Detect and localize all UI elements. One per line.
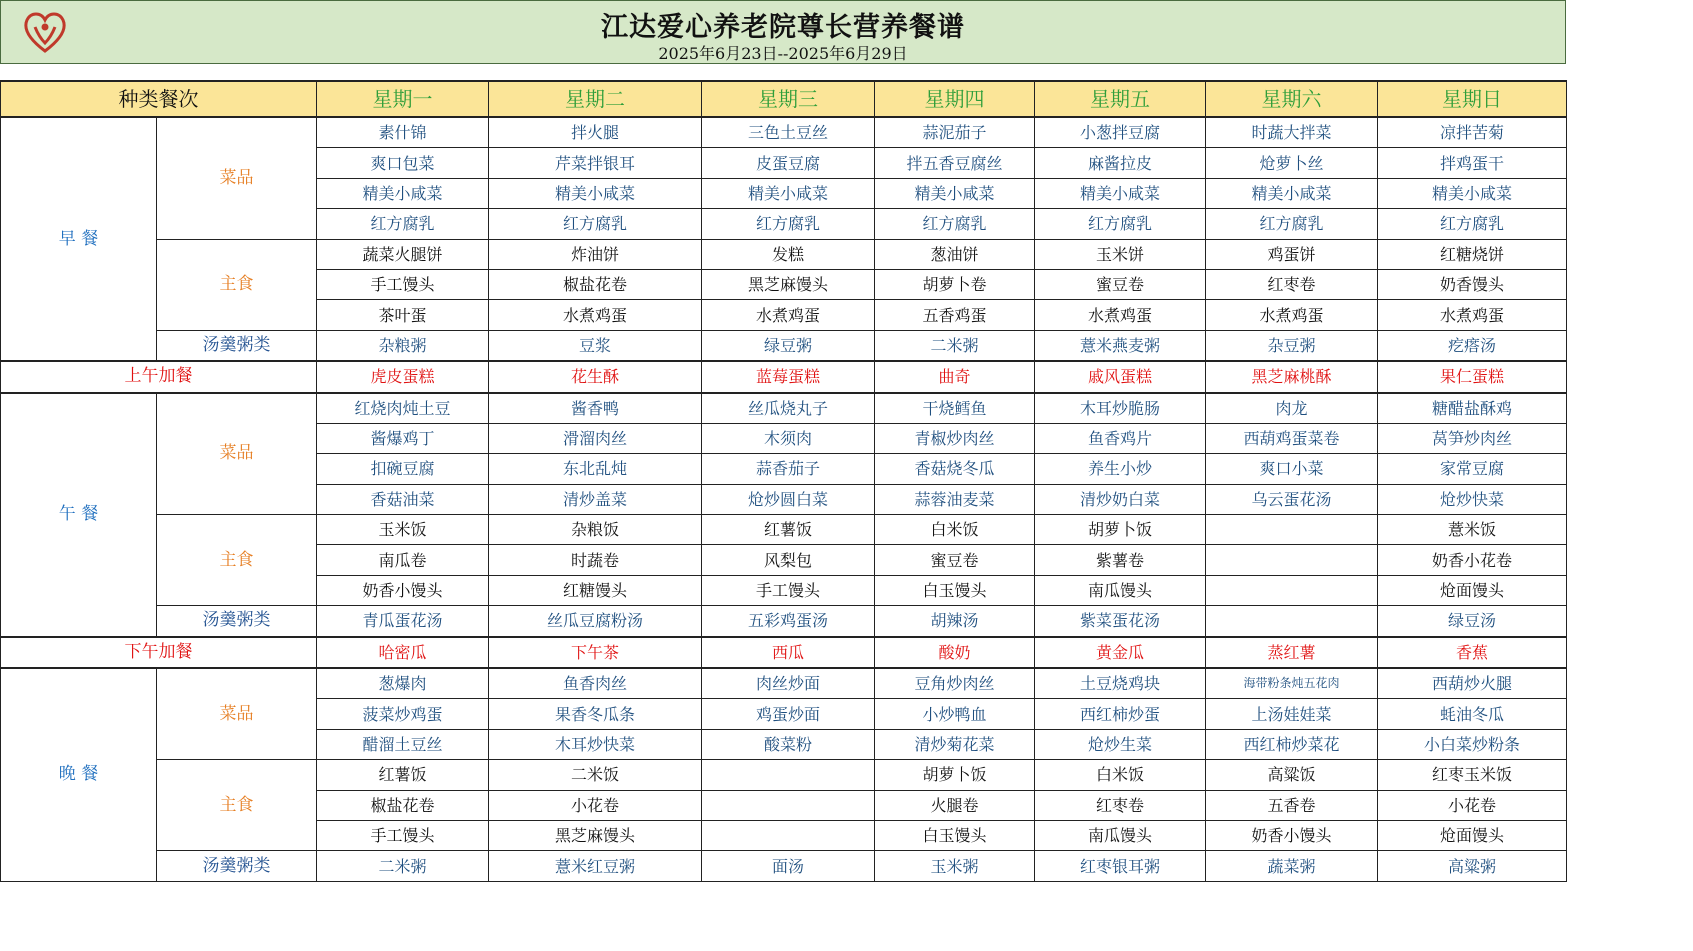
dish-cell: 红方腐乳	[317, 209, 489, 239]
dish-cell: 花生酥	[489, 361, 702, 392]
dish-cell: 精美小咸菜	[489, 178, 702, 208]
dish-cell: 紫薯卷	[1035, 545, 1206, 575]
dish-cell: 炝炒圆白菜	[702, 484, 875, 514]
dish-cell: 果仁蛋糕	[1378, 361, 1567, 392]
dish-cell: 乌云蛋花汤	[1206, 484, 1378, 514]
dish-cell: 麻酱拉皮	[1035, 148, 1206, 178]
dish-cell: 蒜蓉油麦菜	[875, 484, 1035, 514]
table-row	[1, 851, 1567, 881]
dish-cell: 炝炒快菜	[1378, 484, 1567, 514]
table-row	[1, 760, 1567, 790]
dish-cell: 水煮鸡蛋	[702, 300, 875, 330]
dish-cell: 炸油饼	[489, 239, 702, 269]
dish-cell: 小白菜炒粉条	[1378, 729, 1567, 759]
dish-cell: 哈密瓜	[317, 637, 489, 668]
dish-cell	[1206, 545, 1378, 575]
dish-cell: 香菇油菜	[317, 484, 489, 514]
dish-cell: 扣碗豆腐	[317, 454, 489, 484]
dish-cell: 水煮鸡蛋	[1035, 300, 1206, 330]
dish-cell: 肉龙	[1206, 393, 1378, 424]
dish-cell: 红方腐乳	[702, 209, 875, 239]
dish-cell: 玉米粥	[875, 851, 1035, 881]
dish-cell: 西瓜	[702, 637, 875, 668]
dish-cell: 玉米饭	[317, 515, 489, 545]
dish-cell: 精美小咸菜	[702, 178, 875, 208]
dish-cell: 青瓜蛋花汤	[317, 606, 489, 637]
dish-cell: 南瓜馒头	[1035, 820, 1206, 850]
dish-cell: 胡萝卜卷	[875, 269, 1035, 299]
category-label: 主食	[157, 760, 317, 851]
dish-cell: 高粱粥	[1378, 851, 1567, 881]
dish-cell: 清炒菊花菜	[875, 729, 1035, 759]
dish-cell: 戚风蛋糕	[1035, 361, 1206, 392]
dish-cell: 小花卷	[489, 790, 702, 820]
dish-cell: 豆角炒肉丝	[875, 668, 1035, 699]
dish-cell: 五香卷	[1206, 790, 1378, 820]
date-range: 2025年6月23日--2025年6月29日	[658, 44, 908, 63]
dish-cell: 木须肉	[702, 423, 875, 453]
table-row	[1, 606, 1567, 637]
dish-cell: 莴笋炒肉丝	[1378, 423, 1567, 453]
dish-cell	[702, 760, 875, 790]
dish-cell: 面汤	[702, 851, 875, 881]
dish-cell: 红方腐乳	[489, 209, 702, 239]
dish-cell: 拌火腿	[489, 117, 702, 148]
dish-cell: 黑芝麻馒头	[489, 820, 702, 850]
category-label: 汤羹粥类	[157, 851, 317, 881]
dish-cell: 炝面馒头	[1378, 820, 1567, 850]
dish-cell: 黄金瓜	[1035, 637, 1206, 668]
dish-cell	[702, 820, 875, 850]
dish-cell: 高粱饭	[1206, 760, 1378, 790]
dish-cell: 炝面馒头	[1378, 575, 1567, 605]
dish-cell: 蒜香茄子	[702, 454, 875, 484]
dish-cell: 豆浆	[489, 330, 702, 361]
dish-cell: 酱爆鸡丁	[317, 423, 489, 453]
day-header: 星期二	[489, 81, 702, 117]
snack-label: 下午加餐	[1, 637, 317, 668]
dish-cell: 绿豆粥	[702, 330, 875, 361]
category-label: 菜品	[157, 117, 317, 239]
dish-cell: 蒜泥茄子	[875, 117, 1035, 148]
meal-label: 晚 餐	[1, 668, 157, 881]
table-row	[1, 361, 1567, 392]
category-label: 汤羹粥类	[157, 330, 317, 361]
dish-cell: 皮蛋豆腐	[702, 148, 875, 178]
dish-cell: 滑溜肉丝	[489, 423, 702, 453]
meal-label: 午 餐	[1, 393, 157, 637]
dish-cell: 五彩鸡蛋汤	[702, 606, 875, 637]
dish-cell: 奶香小馒头	[317, 575, 489, 605]
dish-cell: 养生小炒	[1035, 454, 1206, 484]
dish-cell: 蔬菜粥	[1206, 851, 1378, 881]
dish-cell: 拌鸡蛋干	[1378, 148, 1567, 178]
dish-cell: 酱香鸭	[489, 393, 702, 424]
dish-cell: 红糖馒头	[489, 575, 702, 605]
dish-cell: 青椒炒肉丝	[875, 423, 1035, 453]
dish-cell: 五香鸡蛋	[875, 300, 1035, 330]
dish-cell: 手工馒头	[702, 575, 875, 605]
table-header-row	[1, 81, 1567, 117]
dish-cell: 清炒奶白菜	[1035, 484, 1206, 514]
dish-cell: 茶叶蛋	[317, 300, 489, 330]
dish-cell: 精美小咸菜	[317, 178, 489, 208]
table-row	[1, 117, 1567, 148]
dish-cell: 奶香馒头	[1378, 269, 1567, 299]
dish-cell: 红方腐乳	[1206, 209, 1378, 239]
dish-cell: 黑芝麻桃酥	[1206, 361, 1378, 392]
category-label: 菜品	[157, 668, 317, 760]
dish-cell: 小炒鸭血	[875, 699, 1035, 729]
dish-cell: 绿豆汤	[1378, 606, 1567, 637]
dish-cell: 水煮鸡蛋	[1378, 300, 1567, 330]
dish-cell: 水煮鸡蛋	[489, 300, 702, 330]
dish-cell: 清炒盖菜	[489, 484, 702, 514]
category-label: 汤羹粥类	[157, 606, 317, 637]
dish-cell: 鸡蛋炒面	[702, 699, 875, 729]
dish-cell: 手工馒头	[317, 269, 489, 299]
dish-cell: 西葫鸡蛋菜卷	[1206, 423, 1378, 453]
table-row	[1, 668, 1567, 699]
dish-cell: 二米粥	[317, 851, 489, 881]
dish-cell: 醋溜土豆丝	[317, 729, 489, 759]
dish-cell: 红薯饭	[702, 515, 875, 545]
dish-cell: 红枣玉米饭	[1378, 760, 1567, 790]
dish-cell: 南瓜卷	[317, 545, 489, 575]
dish-cell: 二米饭	[489, 760, 702, 790]
category-label: 主食	[157, 239, 317, 330]
dish-cell: 白玉馒头	[875, 820, 1035, 850]
dish-cell: 二米粥	[875, 330, 1035, 361]
dish-cell: 木耳炒快菜	[489, 729, 702, 759]
dish-cell: 红烧肉炖土豆	[317, 393, 489, 424]
dish-cell: 火腿卷	[875, 790, 1035, 820]
dish-cell: 发糕	[702, 239, 875, 269]
meal-label: 早 餐	[1, 117, 157, 361]
dish-cell: 西葫炒火腿	[1378, 668, 1567, 699]
dish-cell: 水煮鸡蛋	[1206, 300, 1378, 330]
dish-cell: 时蔬卷	[489, 545, 702, 575]
dish-cell	[1206, 575, 1378, 605]
dish-cell: 爽口包菜	[317, 148, 489, 178]
dish-cell: 杂粮粥	[317, 330, 489, 361]
snack-label: 上午加餐	[1, 361, 317, 392]
dish-cell: 木耳炒脆肠	[1035, 393, 1206, 424]
dish-cell: 南瓜馒头	[1035, 575, 1206, 605]
day-header: 星期一	[317, 81, 489, 117]
dish-cell: 蜜豆卷	[1035, 269, 1206, 299]
dish-cell: 手工馒头	[317, 820, 489, 850]
dish-cell: 东北乱炖	[489, 454, 702, 484]
dish-cell: 上汤娃娃菜	[1206, 699, 1378, 729]
dish-cell: 白米饭	[875, 515, 1035, 545]
dish-cell: 香菇烧冬瓜	[875, 454, 1035, 484]
category-label: 主食	[157, 515, 317, 606]
dish-cell: 精美小咸菜	[1378, 178, 1567, 208]
dish-cell: 白米饭	[1035, 760, 1206, 790]
dish-cell	[1206, 606, 1378, 637]
dish-cell: 果香冬瓜条	[489, 699, 702, 729]
day-header: 星期日	[1378, 81, 1567, 117]
dish-cell: 风梨包	[702, 545, 875, 575]
dish-cell: 曲奇	[875, 361, 1035, 392]
dish-cell: 薏米饭	[1378, 515, 1567, 545]
dish-cell: 红枣卷	[1035, 790, 1206, 820]
dish-cell: 海带粉条炖五花肉	[1206, 668, 1378, 699]
dish-cell: 丝瓜烧丸子	[702, 393, 875, 424]
dish-cell: 炝炒生菜	[1035, 729, 1206, 759]
dish-cell: 西红柿炒菜花	[1206, 729, 1378, 759]
category-label: 菜品	[157, 393, 317, 515]
table-row	[1, 393, 1567, 424]
dish-cell: 拌五香豆腐丝	[875, 148, 1035, 178]
day-header: 星期三	[702, 81, 875, 117]
dish-cell: 黑芝麻馒头	[702, 269, 875, 299]
dish-cell: 家常豆腐	[1378, 454, 1567, 484]
dish-cell: 糖醋盐酥鸡	[1378, 393, 1567, 424]
dish-cell: 玉米饼	[1035, 239, 1206, 269]
dish-cell: 酸奶	[875, 637, 1035, 668]
dish-cell: 白玉馒头	[875, 575, 1035, 605]
page-header	[0, 0, 1566, 64]
dish-cell: 红方腐乳	[875, 209, 1035, 239]
dish-cell: 下午茶	[489, 637, 702, 668]
dish-cell	[1206, 515, 1378, 545]
dish-cell: 蔬菜火腿饼	[317, 239, 489, 269]
dish-cell: 胡萝卜饭	[875, 760, 1035, 790]
dish-cell: 土豆烧鸡块	[1035, 668, 1206, 699]
dish-cell: 椒盐花卷	[317, 790, 489, 820]
table-row	[1, 239, 1567, 269]
dish-cell: 红糖烧饼	[1378, 239, 1567, 269]
dish-cell: 爽口小菜	[1206, 454, 1378, 484]
dish-cell: 精美小咸菜	[875, 178, 1035, 208]
dish-cell: 红方腐乳	[1378, 209, 1567, 239]
dish-cell: 红枣卷	[1206, 269, 1378, 299]
dish-cell: 蜜豆卷	[875, 545, 1035, 575]
dish-cell: 干烧鳕鱼	[875, 393, 1035, 424]
dish-cell: 炝萝卜丝	[1206, 148, 1378, 178]
day-header: 星期五	[1035, 81, 1206, 117]
dish-cell: 小花卷	[1378, 790, 1567, 820]
dish-cell: 西红柿炒蛋	[1035, 699, 1206, 729]
dish-cell: 胡辣汤	[875, 606, 1035, 637]
dish-cell: 奶香小花卷	[1378, 545, 1567, 575]
dish-cell: 紫菜蛋花汤	[1035, 606, 1206, 637]
dish-cell: 小葱拌豆腐	[1035, 117, 1206, 148]
dish-cell: 椒盐花卷	[489, 269, 702, 299]
day-header: 星期四	[875, 81, 1035, 117]
dish-cell: 葱油饼	[875, 239, 1035, 269]
dish-cell: 香蕉	[1378, 637, 1567, 668]
dish-cell: 精美小咸菜	[1206, 178, 1378, 208]
dish-cell: 三色土豆丝	[702, 117, 875, 148]
dish-cell: 丝瓜豆腐粉汤	[489, 606, 702, 637]
table-row	[1, 637, 1567, 668]
dish-cell: 蓝莓蛋糕	[702, 361, 875, 392]
dish-cell: 疙瘩汤	[1378, 330, 1567, 361]
dish-cell: 芹菜拌银耳	[489, 148, 702, 178]
dish-cell: 葱爆肉	[317, 668, 489, 699]
dish-cell: 蚝油冬瓜	[1378, 699, 1567, 729]
meal-plan-table	[0, 80, 1567, 882]
dish-cell: 酸菜粉	[702, 729, 875, 759]
day-header: 星期六	[1206, 81, 1378, 117]
dish-cell: 奶香小馒头	[1206, 820, 1378, 850]
dish-cell: 精美小咸菜	[1035, 178, 1206, 208]
dish-cell: 薏米燕麦粥	[1035, 330, 1206, 361]
dish-cell: 时蔬大拌菜	[1206, 117, 1378, 148]
dish-cell	[702, 790, 875, 820]
dish-cell: 红薯饭	[317, 760, 489, 790]
page-title: 江达爱心养老院尊长营养餐谱	[601, 12, 965, 43]
dish-cell: 菠菜炒鸡蛋	[317, 699, 489, 729]
dish-cell: 蒸红薯	[1206, 637, 1378, 668]
dish-cell: 杂粮饭	[489, 515, 702, 545]
dish-cell: 红方腐乳	[1035, 209, 1206, 239]
dish-cell: 胡萝卜饭	[1035, 515, 1206, 545]
dish-cell: 虎皮蛋糕	[317, 361, 489, 392]
table-row	[1, 515, 1567, 545]
corner-header: 种类餐次	[1, 81, 317, 117]
dish-cell: 杂豆粥	[1206, 330, 1378, 361]
dish-cell: 肉丝炒面	[702, 668, 875, 699]
dish-cell: 素什锦	[317, 117, 489, 148]
dish-cell: 鸡蛋饼	[1206, 239, 1378, 269]
dish-cell: 红枣银耳粥	[1035, 851, 1206, 881]
dish-cell: 薏米红豆粥	[489, 851, 702, 881]
dish-cell: 鱼香肉丝	[489, 668, 702, 699]
dish-cell: 凉拌苦菊	[1378, 117, 1567, 148]
table-row	[1, 330, 1567, 361]
dish-cell: 鱼香鸡片	[1035, 423, 1206, 453]
